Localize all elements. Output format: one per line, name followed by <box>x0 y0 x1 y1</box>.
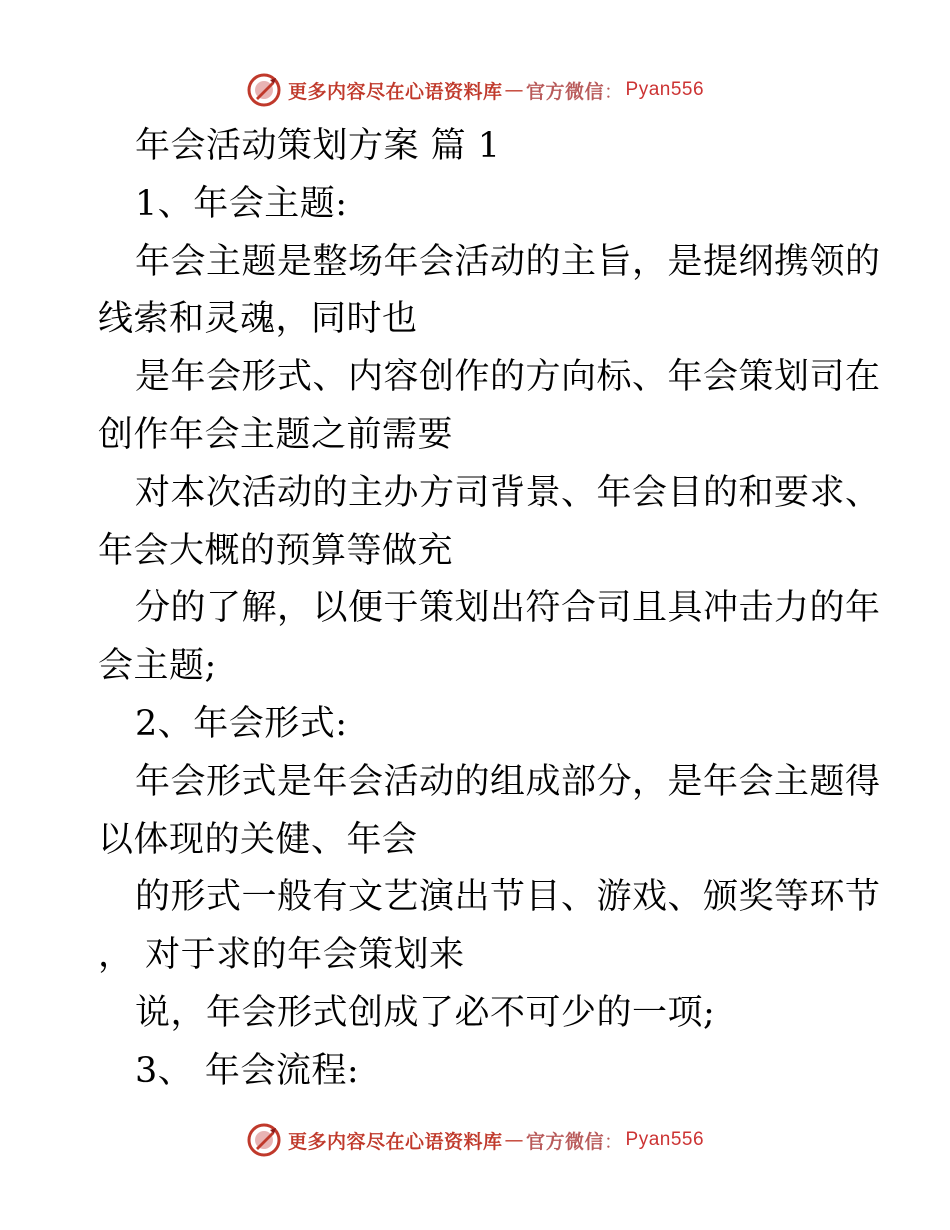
banner-separator: — <box>504 79 524 101</box>
text-line: 分的了解，以便于策划出符合司且具冲击力的年 <box>135 588 881 629</box>
banner-separator: — <box>504 1129 524 1151</box>
text-line: 3、 年会流程: <box>135 1050 360 1091</box>
text-line: 说，年会形式创成了必不可少的一项; <box>135 992 716 1033</box>
text-line: 年会大概的预算等做充 <box>98 530 454 571</box>
banner-id: Pyan556 <box>625 79 705 100</box>
logo-icon <box>246 1122 282 1158</box>
footer-banner <box>0 1118 950 1162</box>
text-line: 会主题; <box>98 646 217 687</box>
text-line: 是年会形式、内容创作的方向标、年会策划司在 <box>135 357 881 398</box>
text-line: 对本次活动的主办方司背景、年会目的和要求、 <box>135 472 881 513</box>
text-line: 以体现的关健、年会 <box>98 819 418 860</box>
text-line: 年会形式是年会活动的组成部分，是年会主题得 <box>135 761 881 802</box>
header-banner <box>0 68 950 112</box>
text-line: 2、年会形式: <box>135 703 348 744</box>
text-line: 线索和灵魂，同时也 <box>98 299 418 340</box>
text-line: 创作年会主题之前需要 <box>98 414 454 455</box>
banner-text: 更多内容尽在心语资料库 <box>287 1130 503 1153</box>
text-line: 年会主题是整场年会活动的主旨，是提纲携领的 <box>135 241 881 282</box>
text-line: 年会活动策划方案 篇 1 <box>135 126 501 166</box>
document-body <box>98 118 881 1101</box>
logo-icon <box>246 72 282 108</box>
banner-label: 官方微信 <box>525 80 604 103</box>
banner-label: 官方微信 <box>525 1130 604 1153</box>
banner-id: Pyan556 <box>625 1129 705 1150</box>
text-line: 的形式一般有文艺演出节目、游戏、颁奖等环节 <box>135 877 881 918</box>
text-line: 1、年会主题: <box>135 183 348 224</box>
banner-text: 更多内容尽在心语资料库 <box>287 80 503 103</box>
text-line: ， 对于求的年会策划来 <box>98 935 465 976</box>
banner-colon: ： <box>604 80 624 103</box>
banner-colon: ： <box>604 1130 624 1153</box>
